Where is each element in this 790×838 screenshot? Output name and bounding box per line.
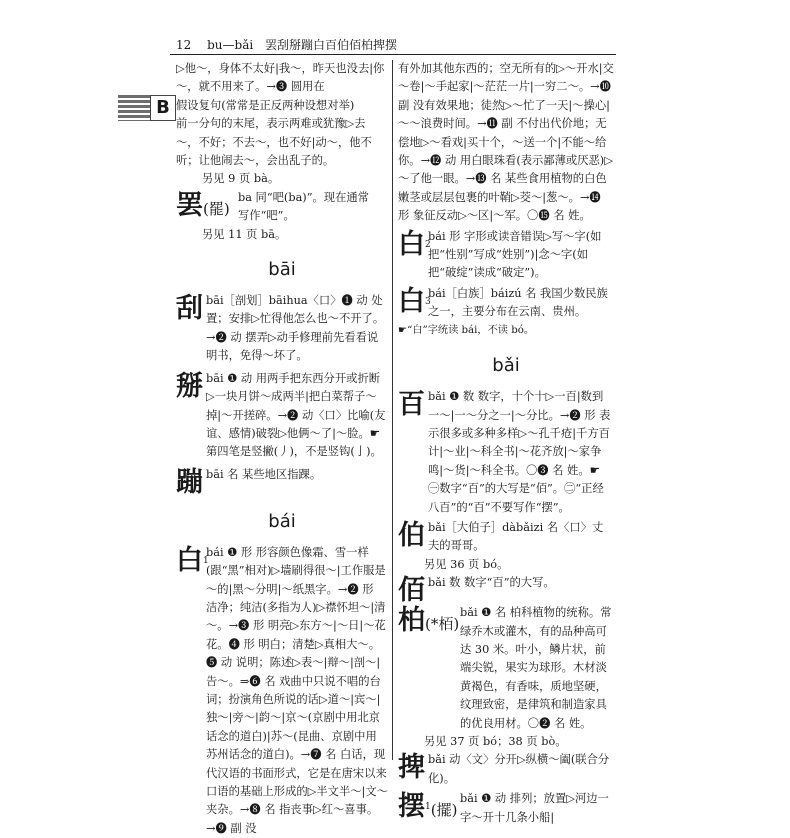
- page-number: 12: [176, 38, 192, 52]
- see-also: 另见 37 页 bó；38 页 bò。: [424, 735, 567, 748]
- intro-line-1: ▷他～，身体不太好|我～，昨天也没去|你～，就不用来了。→❸ 圆用在: [176, 62, 385, 94]
- right-column: [398, 60, 614, 827]
- headword: 罢(罷): [176, 189, 230, 221]
- definition: bǎi［大伯子］dàbǎizi 名〈口〉丈夫的哥哥。: [428, 520, 604, 553]
- definition: bái ❶ 形 形容颜色像霜、雪一样(跟“黑”相对)▷墙刷得很～|工作服是～的|黑～分明|～纸黑字。→❷ 形 洁净；纯洁(多指为人)▷襟怀坦～|清～。→❸ 形 明亮▷东方～|～日|～花花。❹ 形 明白；清楚▷真相大～。❺ 动 说明；陈述▷表～|辩～|剖～|告～。⇒❻ 名 戏曲中只说不唱的台词；扮演角色所说的话▷道～|宾～|独～|旁～|韵～|京～(京剧中用北京话念的道白)|苏～(昆曲、京剧中用苏州话念的道白)。→❼ 名 白话，现代汉语的书面形式，它是在唐宋以来口语的基础上形成的▷半文半～|文～夹杂。→❽ 名 指丧事▷红～喜事。→❾ 副 没: [206, 545, 388, 835]
- usage-note: ☛“白”字统读 bái，不读 bó。: [398, 324, 535, 336]
- section-tab: [118, 95, 176, 121]
- headword: 白$^1$: [176, 544, 209, 576]
- entry-ba-particle: [176, 189, 388, 226]
- entry-bai-wrong: [398, 228, 614, 283]
- intro-see-also: 另见 9 页 bà。: [202, 172, 280, 186]
- entry-bai-numeral: [398, 574, 614, 607]
- header-pinyin-range: bu—bǎi: [207, 38, 254, 52]
- entry-bai-bo: [398, 519, 614, 556]
- definition: bái 形 字形或读音错误▷写～字(如把“性别”写成“姓别”)|念～字(如把“破绽”读成“破定”)。: [428, 229, 602, 280]
- continued-definition: 有外加其他东西的；空无所有的▷～开水|交～卷|～手起家|～茫茫一片|一穷二～。→❿ 副 没有效果地；徒然▷～忙了一天|～操心|～～浪费时间。→⓫ 副 不付出代价地；无偿地▷～看戏|买十个，～送一个|不能～给你。→⓬ 动 用白眼珠看(表示鄙薄或厌恶)▷～了他一眼。→⓭ 名 某些食用植物的白色嫩茎或层层包裹的叶鞘▷茭～|葱～。→⓮ 形 象征反动▷～区|～军。〇⓯ 名 姓。: [398, 62, 614, 223]
- headword: 百: [398, 389, 425, 421]
- entry-bai-huai: [176, 292, 388, 366]
- headword: 刮: [176, 293, 203, 325]
- entry-bai-cypress: [398, 604, 614, 733]
- headword: 白$^2$: [398, 228, 431, 260]
- headword: 佰: [398, 575, 425, 607]
- definition: bāi 名 某些地区指踝。: [206, 467, 322, 481]
- intro-line-2: 假设复句(常常是正反两种设想对举): [176, 98, 355, 112]
- entry-bai-hundred: [398, 388, 614, 517]
- section-heading-bai3: bǎi: [492, 355, 520, 377]
- definition: bāi ❶ 动 用两手把东西分开或折断▷一块月饼～成两半|把白菜帮子～掉|～开搓碎。→❷ 动〈口〉比喻(友谊、感情)破裂▷他俩～了|～脸。☛ 第四笔是竖撇(丿)，不是竖钩(亅)。: [206, 371, 386, 459]
- headword: 柏(*栢): [398, 605, 460, 637]
- section-tab-letter: B: [150, 95, 176, 121]
- entry-bai-ethnic: [398, 285, 614, 322]
- header-characters: 罢刮掰蹦白百伯佰柏捭摆: [265, 38, 398, 52]
- definition: bǎi 动〈文〉分开▷纵横～阖(联合分化)。: [428, 753, 610, 785]
- headword: 伯: [398, 519, 425, 551]
- definition: bǎi ❶ 名 柏科植物的统称。常绿乔木或灌木，有的品种高可达 30 米。叶小，鳞片状，前端尖锐，果实为球形。木材淡黄褐色，有香味，质地坚硬，纹理致密，是律筑和制造家具的优良用材。〇❷ 名 姓。: [460, 606, 612, 730]
- entry-bai-foot: [176, 466, 388, 496]
- intro-line-3: 前一分句的末尾，表示两难或犹豫▷去～，不好；不去～，也不好|动～，他不听；让他闹去～，会出乱子的。: [176, 117, 372, 168]
- definition: bāi［剖划］bāihua〈口〉❶ 动 处置；安排▷忙得他怎么也～不开了。→❷ 动 摆弄▷动手修理前先看看说明书，免得～坏了。: [206, 294, 385, 363]
- column-divider: [392, 60, 393, 760]
- headword: 摆$^1$(擺): [398, 791, 458, 823]
- entry-bai-separate: [398, 751, 614, 788]
- running-header: [176, 36, 616, 53]
- headword: 掰: [176, 370, 203, 402]
- see-also: 另见 36 页 bó。: [424, 557, 509, 571]
- definition: ba 同“吧(ba)”。现在通常: [238, 190, 369, 204]
- definition: bái［白族］báizú 名 我国少数民族之一，主要分布在云南、贵州。: [428, 286, 608, 319]
- entry-bai-break: [176, 370, 388, 462]
- definition: bǎi ❶ 数 数字，十个十▷一百|数到一～|一～分之一|～分比。→❷ 形 表示很多或多种多样▷～孔千疮|千方百计|～业|～科全书|～花齐放|～家争鸣|～货|～科全书。〇❸ 名 姓。☛ ㊀数字“百”的大写是“佰”。㊁“正经八百”的“百”不要写作“摆”。: [428, 390, 611, 514]
- see-also: 另见 11 页 bā。: [202, 227, 287, 241]
- definition: bǎi ❶ 动 排列；放置▷河边一字～开十几条小船|: [460, 792, 609, 824]
- left-column: [176, 60, 388, 838]
- definition-cont: 写作“吧”。: [238, 209, 295, 223]
- section-heading-bai2: bái: [268, 510, 296, 532]
- definition: bǎi 数 数字“百”的大写。: [428, 576, 555, 590]
- entry-bai-swing: [398, 790, 614, 827]
- headword: 捭: [398, 752, 425, 784]
- section-heading-bai1: bāi: [268, 259, 296, 281]
- headword: 白$^3$: [398, 285, 431, 317]
- headword: 蹦: [176, 466, 203, 498]
- entry-bai-white: [176, 544, 388, 838]
- header-rule: [170, 54, 616, 55]
